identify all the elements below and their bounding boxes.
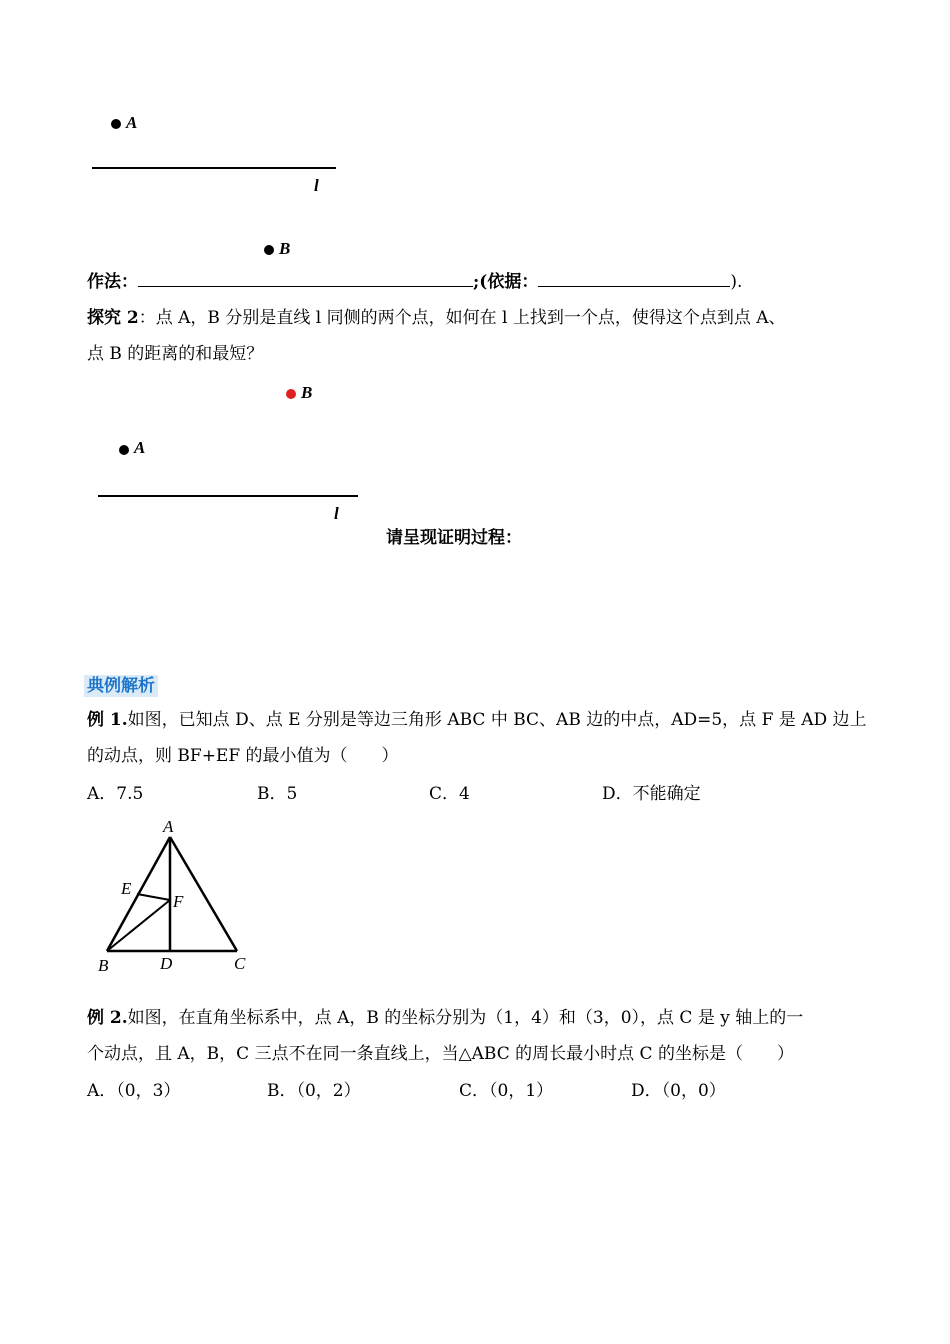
- basis-blank[interactable]: [538, 268, 730, 287]
- example1-option-a[interactable]: A．7.5: [87, 784, 144, 804]
- example1-text1: 如图，已知点 D、点 E 分别是等边三角形 ABC 中 BC、AB 边的中点，AD=5，点 F 是 AD 边上: [127, 710, 867, 730]
- method-line: [87, 268, 742, 294]
- figure-2: [90, 375, 390, 525]
- fig2-line-l-label: l: [334, 504, 339, 523]
- section-title-text: 典例解析: [84, 675, 158, 697]
- example2-text1: 如图，在直角坐标系中，点 A，B 的坐标分别为（1，4）和（3，0），点 C 是 y 轴上的一: [127, 1008, 804, 1028]
- point-b-dot: [264, 245, 274, 255]
- example2-option-a[interactable]: A．（0，3）: [87, 1081, 181, 1101]
- explore2-line1: [87, 306, 786, 330]
- section-title: [84, 671, 158, 696]
- point-b-red-dot: [286, 389, 296, 399]
- point-a-dot: [111, 119, 121, 129]
- proof-prompt: 请呈现证明过程：: [386, 528, 522, 548]
- method-label: 作法：: [87, 272, 138, 292]
- point-d-label: D: [160, 954, 173, 973]
- line-l-label: l: [314, 176, 319, 195]
- explore2-line2: 点 B 的距离的和最短？: [87, 344, 264, 364]
- point-e-label: E: [121, 879, 132, 898]
- example2-label: 例 2.: [87, 1008, 128, 1028]
- point-b-label: B: [279, 239, 291, 258]
- example1-line1: [87, 708, 867, 732]
- method-end: ).: [730, 272, 743, 292]
- triangle-figure: [90, 815, 270, 980]
- fig2-point-b-label: B: [301, 383, 313, 402]
- example1-label: 例 1.: [87, 710, 128, 730]
- segment-ef: [137, 894, 170, 900]
- example1-option-b[interactable]: B．5: [257, 784, 298, 804]
- method-blank[interactable]: [138, 268, 473, 287]
- example1-option-c[interactable]: C．4: [429, 784, 470, 804]
- fig2-point-a-dot: [119, 445, 129, 455]
- fig2-point-a-label: A: [134, 438, 146, 457]
- point-a-label: A: [126, 113, 138, 132]
- example1-option-d[interactable]: D．不能确定: [602, 784, 701, 804]
- vertex-c-label: C: [234, 954, 246, 973]
- method-sep: ;(依据：: [473, 272, 539, 292]
- explore2-label: 探究 2: [87, 308, 139, 328]
- explore2-text1: ：点 A，B 分别是直线 l 同侧的两个点，如何在 l 上找到一个点，使得这个点到点 A、: [138, 308, 786, 328]
- example2-line2: 个动点，且 A，B，C 三点不在同一条直线上，当△ABC 的周长最小时点 C 的坐标是（ ）: [87, 1044, 794, 1064]
- example2-option-c[interactable]: C．（0，1）: [459, 1081, 554, 1101]
- vertex-a-label: A: [163, 817, 174, 836]
- example2-option-d[interactable]: D．（0，0）: [631, 1081, 726, 1101]
- point-f-label: F: [173, 892, 184, 911]
- segment-bf: [107, 900, 170, 951]
- figure-1: [80, 105, 380, 265]
- vertex-b-label: B: [98, 956, 109, 975]
- example2-line1: [87, 1006, 803, 1030]
- example2-option-b[interactable]: B．（0，2）: [267, 1081, 361, 1101]
- example1-line2: 的动点，则 BF+EF 的最小值为（ ）: [87, 746, 399, 766]
